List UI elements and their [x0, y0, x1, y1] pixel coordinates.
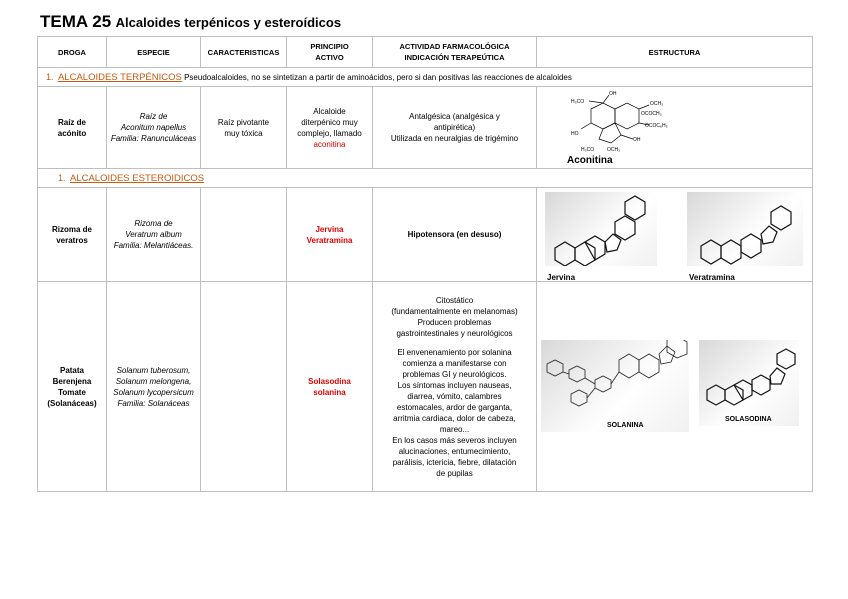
header-droga: DROGA — [38, 37, 107, 68]
principio-activo-name: aconitina — [313, 139, 346, 149]
group-label: HO — [571, 131, 579, 137]
header-row — [38, 37, 813, 68]
header-principio-l2: ACTIVO — [315, 53, 344, 62]
jervina-structure — [545, 192, 657, 266]
header-actividad-l2: INDICACIÓN TERAPEÚTICA — [404, 53, 505, 62]
especie-line: Rizoma de — [134, 219, 173, 228]
header-actividad-l1: ACTIVIDAD FARMACOLÓGICA — [399, 42, 510, 51]
section-row-esteroidicos — [38, 169, 813, 188]
droga-line: (Solanáceas) — [47, 398, 97, 408]
table-row — [38, 282, 813, 492]
actividad-cell — [373, 188, 537, 282]
group-label: OCH₃ — [650, 101, 664, 107]
solasodina-label: SOLASODINA — [725, 416, 772, 423]
header-especie: ESPECIE — [107, 37, 201, 68]
especie-line: Solanum lycopersicum — [113, 387, 194, 397]
principio-line: Alcaloide — [313, 106, 346, 116]
especie-cell — [107, 87, 201, 169]
principio-line: diterpénico muy — [301, 117, 358, 127]
especie-line: Familia: Ranunculáceas — [110, 134, 197, 143]
actividad-line: gastrointestinales y neurológicos — [396, 328, 513, 338]
spacer — [376, 339, 533, 347]
actividad-cell — [373, 87, 537, 169]
header-estructura: ESTRUCTURA — [537, 37, 813, 68]
tema-number: TEMA 25 — [40, 12, 112, 31]
actividad-line: Antalgésica (analgésica y — [409, 112, 500, 121]
actividad-line: parálisis, ictericia, fiebre, dilatación — [392, 457, 517, 467]
table-row — [38, 188, 813, 282]
actividad-line: Los síntomas incluyen nauseas, — [397, 380, 512, 390]
droga-line: Rizoma de — [51, 224, 92, 234]
especie-line: Veratrum album — [125, 230, 182, 239]
droga-cell — [38, 87, 107, 169]
solanina-structure — [541, 340, 689, 432]
droga-cell — [38, 282, 107, 492]
jervina-drawing — [545, 192, 657, 266]
principio-cell — [287, 87, 373, 169]
solanina-drawing — [541, 340, 689, 432]
actividad-line: (fundamentalmente en melanomas) — [391, 306, 518, 316]
header-caracteristicas: CARACTERISTICAS — [201, 37, 287, 68]
section-terpenicos — [38, 68, 813, 87]
actividad-line: El envenenamiento por solanina — [397, 347, 512, 357]
section-title: ALCALOIDES TERPÉNICOS — [57, 71, 182, 83]
veratramina-structure — [687, 192, 803, 266]
caracteristicas-cell — [201, 87, 287, 169]
droga-line: Patata — [59, 365, 84, 375]
actividad-line: Hipotensora (en desuso) — [407, 230, 502, 239]
principio-cell — [287, 282, 373, 492]
actividad-line: antipirética) — [433, 123, 476, 132]
jervina-label: Jervina — [547, 273, 576, 282]
header-actividad — [373, 37, 537, 68]
tema-subtitle: Alcaloides terpénicos y esteroídicos — [115, 15, 342, 30]
section-title: ALCALOIDES ESTEROIDICOS — [69, 172, 205, 184]
especie-line: Familia: Solanáceas — [117, 398, 190, 408]
especie-line: Solanum melongena, — [115, 376, 192, 386]
caracteristicas-cell — [201, 188, 287, 282]
droga-line: Raíz de — [57, 117, 86, 127]
veratramina-label: Veratramina — [689, 273, 735, 282]
group-label: OH — [609, 91, 617, 97]
group-label: OCH₃ — [607, 147, 621, 153]
actividad-line: En los casos más severos incluyen — [392, 435, 517, 445]
especie-cell — [107, 282, 201, 492]
droga-line: veratros — [56, 235, 88, 245]
principio-activo-name: Solasodina — [308, 376, 351, 386]
page-title — [40, 12, 341, 32]
caracteristicas-line: muy tóxica — [224, 128, 263, 138]
actividad-line: Citostático — [435, 295, 474, 305]
section-number: 1. — [58, 172, 66, 183]
section-description: Pseudoalcaloides, no se sintetizan a partir de aminoácidos, pero si dan positivas las reacciones de alcaloides — [184, 72, 572, 82]
group-label: H₃CO — [571, 99, 585, 105]
veratramina-drawing — [687, 192, 803, 266]
principio-activo-name: Veratramina — [306, 235, 353, 245]
header-principio — [287, 37, 373, 68]
estructura-cell — [537, 188, 813, 282]
estructura-cell — [537, 87, 813, 169]
caracteristicas-cell — [201, 282, 287, 492]
drug-table — [37, 36, 813, 492]
actividad-line: Utilizada en neuralgias de trigémino — [390, 134, 519, 143]
droga-line: acónito — [57, 128, 87, 138]
solanina-label: SOLANINA — [607, 422, 644, 429]
aconitina-label: Aconitina — [567, 155, 613, 166]
group-label: OCOCH₃ — [641, 111, 662, 117]
principio-activo-name: Jervina — [315, 224, 344, 234]
droga-line: Tomate — [58, 387, 86, 397]
caracteristicas-line: Raíz pivotante — [217, 117, 270, 127]
estructura-cell — [537, 282, 813, 492]
especie-line: Raíz de — [139, 112, 168, 121]
actividad-line: de pupilas — [436, 468, 473, 478]
actividad-line: comienza a manifestarse con — [402, 358, 507, 368]
section-row-terpenicos — [38, 68, 813, 87]
actividad-line: estomacales, ardor de garganta, — [396, 402, 513, 412]
actividad-line: alucinaciones, entumecimiento, — [398, 446, 511, 456]
actividad-line: mareo... — [439, 424, 470, 434]
especie-line: Familia: Melantiáceas. — [113, 241, 194, 250]
especie-cell — [107, 188, 201, 282]
actividad-line: Producen problemas — [417, 317, 492, 327]
section-number: 1. — [46, 71, 54, 82]
header-principio-l1: PRINCIPIO — [310, 42, 349, 51]
solasodina-structure — [699, 340, 799, 426]
section-esteroidicos — [38, 169, 813, 188]
droga-cell — [38, 188, 107, 282]
actividad-cell — [373, 282, 537, 492]
principio-activo-name: solanina — [313, 387, 346, 397]
actividad-line: diarrea, vómito, calambres — [407, 391, 502, 401]
group-label: OH — [633, 137, 641, 143]
aconitina-structure — [559, 89, 669, 157]
principio-cell — [287, 188, 373, 282]
especie-line: Aconitum napellus — [120, 123, 187, 132]
principio-line: complejo, llamado — [297, 128, 362, 138]
actividad-line: arritmia cardiaca, dolor de cabeza, — [393, 413, 516, 423]
table-row — [38, 87, 813, 169]
group-label: H₃CO — [581, 147, 595, 153]
group-label: OCOC₆H₅ — [645, 123, 668, 129]
droga-line: Berenjena — [52, 376, 92, 386]
actividad-line: problemas GI y neurológicos. — [402, 369, 507, 379]
especie-line: Solanum tuberosum, — [116, 365, 191, 375]
